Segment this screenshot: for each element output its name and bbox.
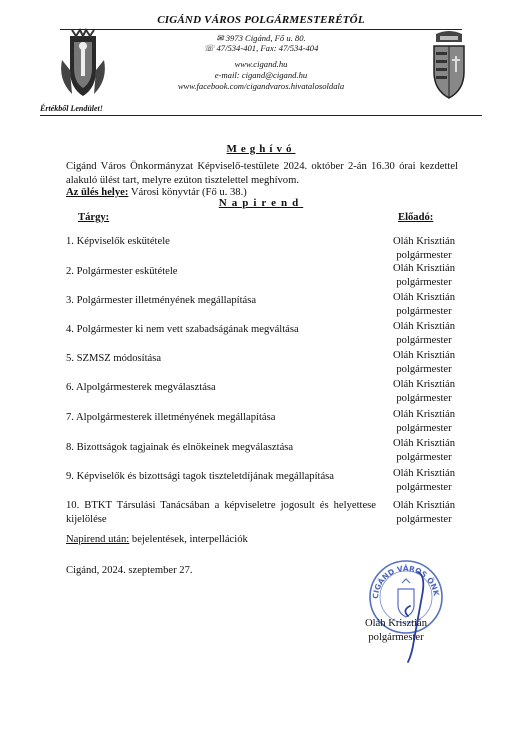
- agenda-item: 8. Bizottságok tagjainak és elnökeinek megválasztása: [66, 442, 294, 453]
- presenter-header: Előadó:: [398, 212, 434, 223]
- agenda-item: 5. SZMSZ módosítása: [66, 353, 162, 364]
- agenda-presenter: Oláh Krisztián polgármester: [392, 468, 456, 493]
- header-divider: [60, 29, 462, 30]
- venue-text: Városi könyvtár (Fő u. 38.): [128, 187, 247, 198]
- document-date: Cigánd, 2024. szeptember 27.: [66, 565, 193, 576]
- office-title: CIGÁND VÁROS POLGÁRMESTERÉTŐL: [157, 14, 365, 26]
- agenda-presenter: Oláh Krisztián polgármester: [392, 292, 456, 317]
- motto: Értékből Lendület!: [40, 104, 103, 113]
- address-line: ✉ 3973 Cigánd, Fő u. 80.: [216, 33, 306, 43]
- stamp-text: CIGÁND VÁROS ÖNKORMÁNYZATA: [362, 548, 441, 600]
- email-link[interactable]: e-mail: cigand@cigand.hu: [214, 70, 308, 80]
- facebook-link[interactable]: www.facebook.com/cigandvaros.hivatalosoldala: [177, 81, 345, 91]
- signer-name: Oláh Krisztián: [364, 618, 428, 629]
- website-link[interactable]: www.cigand.hu: [234, 59, 288, 69]
- venue-label: Az ülés helye:: [66, 187, 129, 198]
- header-bottom-divider: [40, 115, 482, 116]
- after-agenda-line: [66, 534, 248, 545]
- agenda-presenter: Oláh Krisztián polgármester: [392, 350, 456, 375]
- signer-role: polgármester: [368, 631, 424, 643]
- signature-block: [356, 617, 436, 644]
- agenda-presenter: Oláh Krisztián polgármester: [392, 236, 456, 261]
- after-agenda-text: bejelentések, interpellációk: [129, 534, 248, 545]
- agenda-item: 9. Képviselők és bizottsági tagok tiszteletdíjának megállapítása: [66, 471, 335, 482]
- agenda-presenter: Oláh Krisztián polgármester: [392, 379, 456, 404]
- agenda-item: 4. Polgármester ki nem vett szabadságának megváltása: [66, 324, 299, 335]
- subject-header: Tárgy:: [78, 212, 110, 223]
- agenda-item: 10. BTKT Társulási Tanácsában a képviseletre jogosult és helyettese kijelölése: [66, 500, 376, 525]
- agenda-presenter: Oláh Krisztián polgármester: [392, 321, 456, 346]
- agenda-presenter: Oláh Krisztián polgármester: [392, 438, 456, 463]
- agenda-item: 2. Polgármester eskütétele: [66, 266, 178, 277]
- agenda-item: 7. Alpolgármesterek illetményének megállapítása: [66, 412, 276, 423]
- agenda-item: 1. Képviselők eskütétele: [66, 236, 170, 247]
- agenda-item: 3. Polgármester illetményének megállapítása: [66, 295, 257, 306]
- after-agenda-label: Napirend után:: [66, 534, 130, 545]
- agenda-item: 6. Alpolgármesterek megválasztása: [66, 382, 216, 393]
- invitation-body: Cigánd Város Önkormányzat Képviselő-testülete 2024. október 2-án 16.30 órai kezdettel alakuló ülést tart, melyre ezúton tisztelettel meghívom.: [66, 161, 458, 186]
- handwritten-signature: [392, 566, 432, 666]
- invitation-title: Meghívó: [226, 143, 296, 155]
- agenda-presenter: Oláh Krisztián polgármester: [392, 500, 456, 525]
- agenda-title: Napirend: [218, 197, 304, 209]
- agenda-presenter: Oláh Krisztián polgármester: [392, 409, 456, 434]
- envelope-icon: ✉: [216, 33, 226, 43]
- phone-line: ☏ 47/534-401, Fax: 47/534-404: [203, 43, 319, 53]
- agenda-presenter: Oláh Krisztián polgármester: [392, 263, 456, 288]
- phone-icon: ☏: [203, 43, 217, 53]
